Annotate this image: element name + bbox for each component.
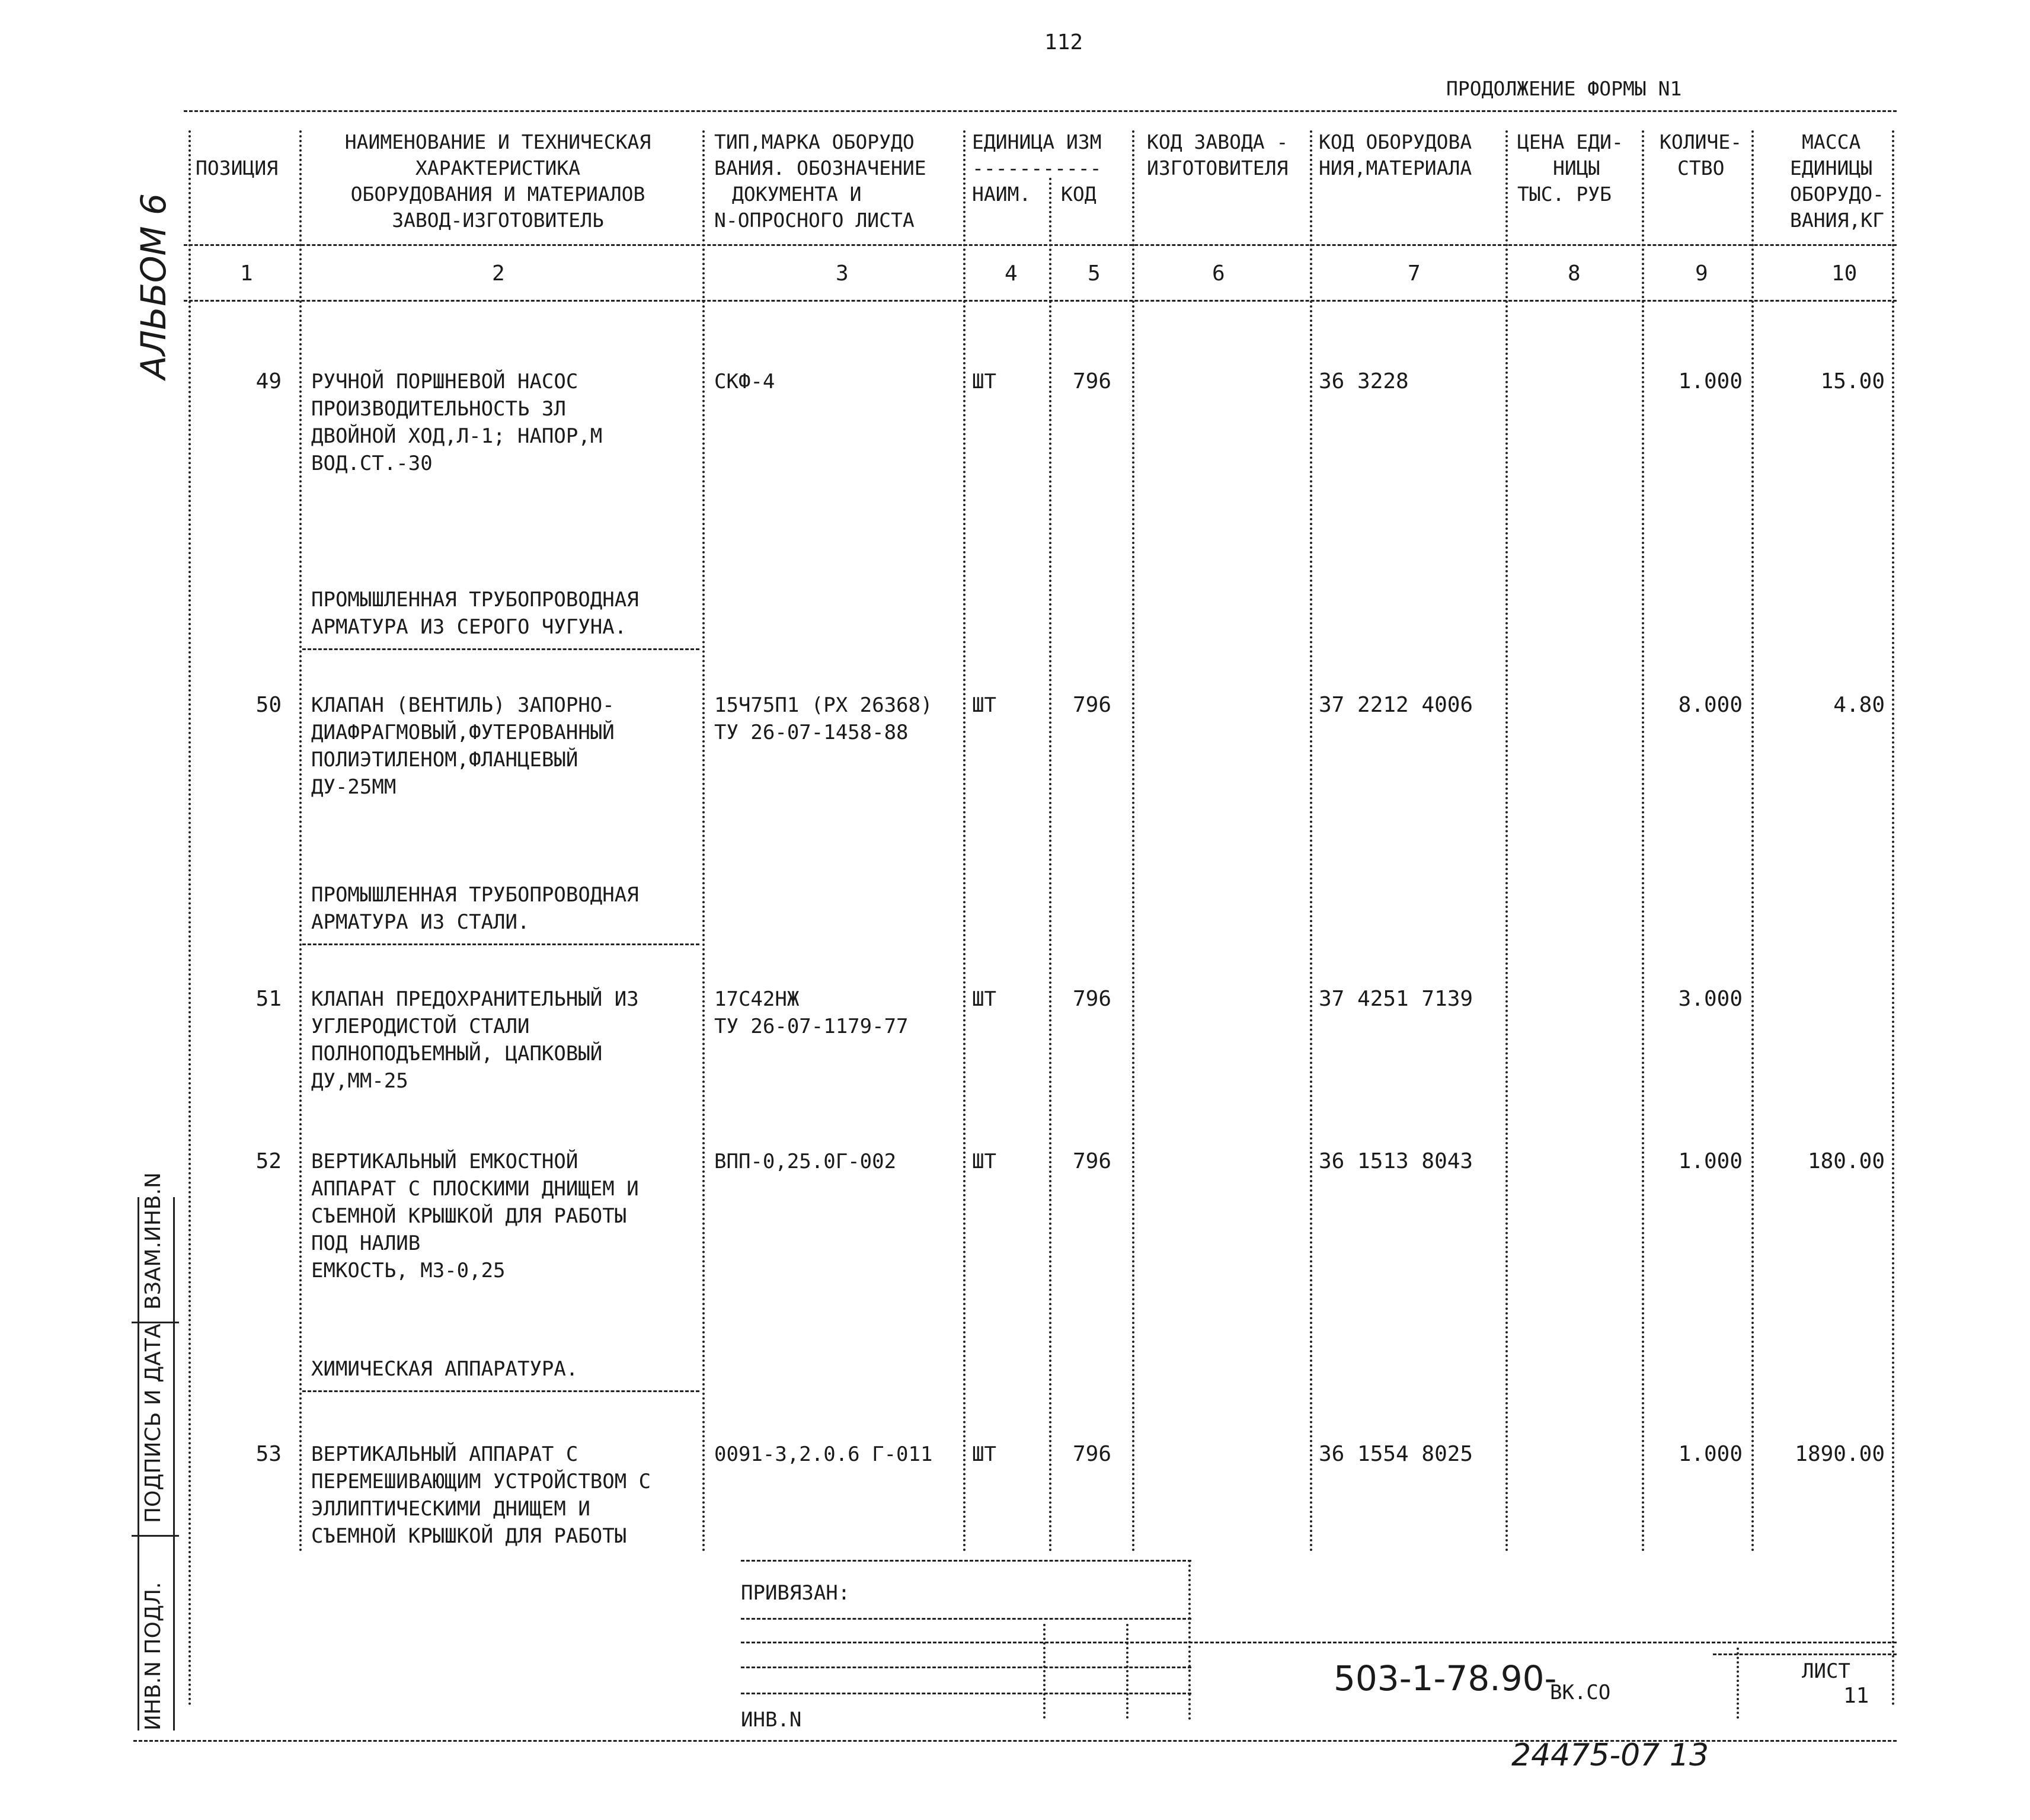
row-name-line: ПЕРЕМЕШИВАЮЩИМ УСТРОЙСТВОМ С — [311, 1470, 651, 1493]
row-type: 17С42НЖ — [714, 987, 800, 1011]
stamp-rule — [741, 1667, 1191, 1668]
colnum-7: 7 — [1408, 261, 1421, 286]
row-type: ВПП-0,25.0Г-002 — [714, 1150, 897, 1173]
row-mass: 4.80 — [1833, 693, 1885, 717]
row-position: 49 — [255, 369, 282, 394]
col-divider-1 — [299, 130, 302, 1553]
colnum-8: 8 — [1568, 261, 1581, 286]
row-name-line: ПРОИЗВОДИТЕЛЬНОСТЬ 3Л — [311, 397, 566, 421]
section-underline — [302, 943, 699, 945]
header-price-line3: ТЫС. РУБ — [1517, 183, 1612, 206]
table-top-rule — [184, 110, 1897, 112]
row-position: 53 — [255, 1442, 282, 1466]
row-unit-code: 796 — [1073, 693, 1112, 717]
row-type: 0091-3,2.0.6 Г-011 — [714, 1442, 933, 1466]
header-position: ПОЗИЦИЯ — [196, 156, 279, 180]
continuation-title: ПРОДОЛЖЕНИЕ ФОРМЫ N1 — [1446, 77, 1682, 100]
row-qty: 1.000 — [1678, 369, 1743, 394]
row-type: СКФ-4 — [714, 370, 775, 394]
header-factory-line1: КОД ЗАВОДА - — [1147, 130, 1289, 153]
row-name-line: ЭЛЛИПТИЧЕСКИМИ ДНИЩЕМ И — [311, 1497, 590, 1521]
row-qty: 1.000 — [1678, 1149, 1743, 1173]
stamp-divider — [1188, 1560, 1191, 1720]
row-unit: ШТ — [972, 370, 996, 394]
header-mass-line2: ЕДИНИЦЫ — [1790, 156, 1873, 180]
row-name-line: УГЛЕРОДИСТОЙ СТАЛИ — [311, 1015, 530, 1038]
stamp-list-label: ЛИСТ — [1802, 1659, 1850, 1683]
section-underline — [302, 648, 699, 650]
stamp-inv-n: ИНВ.N — [741, 1708, 802, 1732]
row-equip-code: 37 2212 4006 — [1319, 693, 1473, 717]
header-equipcode-line2: НИЯ,МАТЕРИАЛА — [1319, 156, 1472, 180]
stamp-rule — [741, 1693, 1191, 1694]
header-name-line4: ЗАВОД-ИЗГОТОВИТЕЛЬ — [392, 209, 604, 232]
row-unit-code: 796 — [1073, 1149, 1112, 1173]
colnum-bottom-rule — [184, 300, 1897, 302]
row-unit: ШТ — [972, 987, 996, 1011]
row-type: ТУ 26-07-1179-77 — [714, 1015, 909, 1038]
row-name-line: ПОД НАЛИВ — [311, 1232, 421, 1255]
row-unit: ШТ — [972, 1442, 996, 1466]
row-unit: ШТ — [972, 693, 996, 717]
side-strip-line — [173, 1197, 175, 1731]
colnum-6: 6 — [1212, 261, 1225, 286]
colnum-10: 10 — [1831, 261, 1858, 286]
stamp-divider — [1043, 1624, 1046, 1719]
header-type-line4: N-ОПРОСНОГО ЛИСТА — [714, 209, 915, 232]
colnum-1: 1 — [240, 261, 253, 286]
section-heading-line: АРМАТУРА ИЗ СЕРОГО ЧУГУНА. — [311, 615, 627, 639]
header-qty-line1: КОЛИЧЕ- — [1660, 130, 1743, 153]
col-divider-7 — [1505, 130, 1508, 1553]
header-name-line3: ОБОРУДОВАНИЯ И МАТЕРИАЛОВ — [350, 183, 645, 206]
row-name-line: ДУ,ММ-25 — [311, 1069, 408, 1093]
side-strip-sep — [132, 1535, 179, 1537]
row-unit-code: 796 — [1073, 369, 1112, 394]
row-name-line: ДВОЙНОЙ ХОД,Л-1; НАПОР,М — [311, 424, 603, 448]
stamp-rule-list — [1713, 1653, 1897, 1655]
row-mass: 1890.00 — [1795, 1442, 1885, 1466]
section-heading-line: ПРОМЫШЛЕННАЯ ТРУБОПРОВОДНАЯ — [311, 883, 639, 907]
row-equip-code: 36 1554 8025 — [1319, 1442, 1473, 1466]
row-unit-code: 796 — [1073, 987, 1112, 1011]
header-mass-line3: ОБОРУДО- — [1790, 183, 1884, 206]
stamp-list-number: 11 — [1843, 1684, 1869, 1708]
row-name-line: ВЕРТИКАЛЬНЫЙ АППАРАТ С — [311, 1442, 578, 1466]
section-heading-line: АРМАТУРА ИЗ СТАЛИ. — [311, 910, 530, 934]
row-equip-code: 36 1513 8043 — [1319, 1149, 1473, 1173]
stamp-privyazan: ПРИВЯЗАН: — [741, 1581, 851, 1605]
section-underline — [302, 1390, 699, 1392]
row-position: 52 — [255, 1149, 282, 1173]
stamp-top-rule — [741, 1560, 1191, 1562]
header-type-line3: ДОКУМЕНТА И — [732, 183, 862, 206]
row-equip-code: 36 3228 — [1319, 369, 1409, 394]
row-mass: 180.00 — [1807, 1149, 1885, 1173]
row-qty: 3.000 — [1678, 987, 1743, 1011]
stamp-rule — [741, 1618, 1191, 1620]
row-name-line: ПОЛНОПОДЪЕМНЫЙ, ЦАПКОВЫЙ — [311, 1042, 603, 1066]
section-heading-line: ХИМИЧЕСКАЯ АППАРАТУРА. — [311, 1357, 578, 1381]
row-equip-code: 37 4251 7139 — [1319, 987, 1473, 1011]
stamp-doc-code-suffix: ВК.СО — [1550, 1681, 1611, 1704]
row-qty: 8.000 — [1678, 693, 1743, 717]
row-name-line: КЛАПАН (ВЕНТИЛЬ) ЗАПОРНО- — [311, 693, 615, 717]
row-mass: 15.00 — [1820, 369, 1885, 394]
header-name-line2: ХАРАКТЕРИСТИКА — [415, 156, 581, 180]
row-name-line: РУЧНОЙ ПОРШНЕВОЙ НАСОС — [311, 370, 578, 394]
row-name-line: ДИАФРАГМОВЫЙ,ФУТЕРОВАННЫЙ — [311, 721, 615, 744]
col-divider-4 — [1049, 178, 1051, 1553]
colnum-2: 2 — [492, 261, 505, 286]
header-type-line2: ВАНИЯ. ОБОЗНАЧЕНИЕ — [714, 156, 926, 180]
header-price-line1: ЦЕНА ЕДИ- — [1517, 130, 1623, 153]
side-stamp-vzam-inv: ВЗАМ.ИНВ.N — [141, 1172, 165, 1310]
row-position: 51 — [255, 987, 282, 1011]
col-divider-9 — [1751, 130, 1754, 1553]
page-number: 112 — [1044, 30, 1083, 55]
col-divider-2 — [702, 130, 705, 1553]
header-name-line1: НАИМЕНОВАНИЕ И ТЕХНИЧЕСКАЯ — [344, 130, 651, 153]
row-unit: ШТ — [972, 1150, 996, 1173]
side-stamp-podpis-data: ПОДПИСЬ И ДАТА — [141, 1323, 165, 1523]
header-unit-name: НАИМ. — [972, 183, 1031, 206]
col-divider-right — [1892, 130, 1894, 1707]
colnum-9: 9 — [1695, 261, 1708, 286]
col-divider-3 — [963, 130, 966, 1553]
col-divider-8 — [1642, 130, 1644, 1553]
row-position: 50 — [255, 693, 282, 717]
row-name-line: ПОЛИЭТИЛЕНОМ,ФЛАНЦЕВЫЙ — [311, 748, 578, 772]
stamp-divider — [1126, 1624, 1129, 1719]
header-factory-line2: ИЗГОТОВИТЕЛЯ — [1147, 156, 1289, 180]
row-name-line: ЕМКОСТЬ, М3-0,25 — [311, 1259, 506, 1282]
stamp-divider — [1737, 1648, 1739, 1719]
col-divider-6 — [1310, 130, 1312, 1553]
header-qty-line2: СТВО — [1677, 156, 1725, 180]
row-type: 15Ч75П1 (РХ 26368) — [714, 693, 933, 717]
row-name-line: ВЕРТИКАЛЬНЫЙ ЕМКОСТНОЙ — [311, 1150, 578, 1173]
row-name-line: КЛАПАН ПРЕДОХРАНИТЕЛЬНЫЙ ИЗ — [311, 987, 639, 1011]
header-unit: ЕДИНИЦА ИЗМ — [972, 130, 1102, 153]
row-name-line: ВОД.СТ.-30 — [311, 452, 433, 475]
header-unit-code: КОД — [1061, 183, 1096, 206]
row-qty: 1.000 — [1678, 1442, 1743, 1466]
side-strip-line — [138, 1197, 139, 1731]
header-equipcode-line1: КОД ОБОРУДОВА — [1319, 130, 1472, 153]
header-type-line1: ТИП,МАРКА ОБОРУДО — [714, 130, 915, 153]
row-unit-code: 796 — [1073, 1442, 1112, 1466]
colnum-4: 4 — [1005, 261, 1018, 286]
row-name-line: АППАРАТ С ПЛОСКИМИ ДНИЩЕМ И — [311, 1177, 639, 1201]
colnum-5: 5 — [1088, 261, 1101, 286]
album-label: АЛЬБОМ 6 — [133, 193, 174, 379]
archive-number: 24475-07 13 — [1511, 1738, 1709, 1773]
header-bottom-rule — [184, 244, 1897, 246]
row-name-line: ДУ-25ММ — [311, 775, 397, 799]
row-type: ТУ 26-07-1458-88 — [714, 721, 909, 744]
header-mass-line4: ВАНИЯ,КГ — [1790, 209, 1884, 232]
row-name-line: СЪЕМНОЙ КРЫШКОЙ ДЛЯ РАБОТЫ — [311, 1204, 627, 1228]
stamp-doc-code: 503-1-78.90- — [1334, 1658, 1557, 1699]
colnum-3: 3 — [836, 261, 849, 286]
row-name-line: СЪЕМНОЙ КРЫШКОЙ ДЛЯ РАБОТЫ — [311, 1524, 627, 1548]
header-mass-line1: МАССА — [1802, 130, 1861, 153]
col-divider-5 — [1132, 130, 1134, 1553]
header-price-line2: НИЦЫ — [1553, 156, 1600, 180]
stamp-rule-wide — [741, 1642, 1897, 1643]
side-stamp-inv-podl: ИНВ.N ПОДЛ. — [141, 1582, 165, 1731]
col-divider-left — [188, 130, 191, 1707]
header-unit-divider: ----------- — [972, 156, 1102, 180]
section-heading-line: ПРОМЫШЛЕННАЯ ТРУБОПРОВОДНАЯ — [311, 588, 639, 612]
